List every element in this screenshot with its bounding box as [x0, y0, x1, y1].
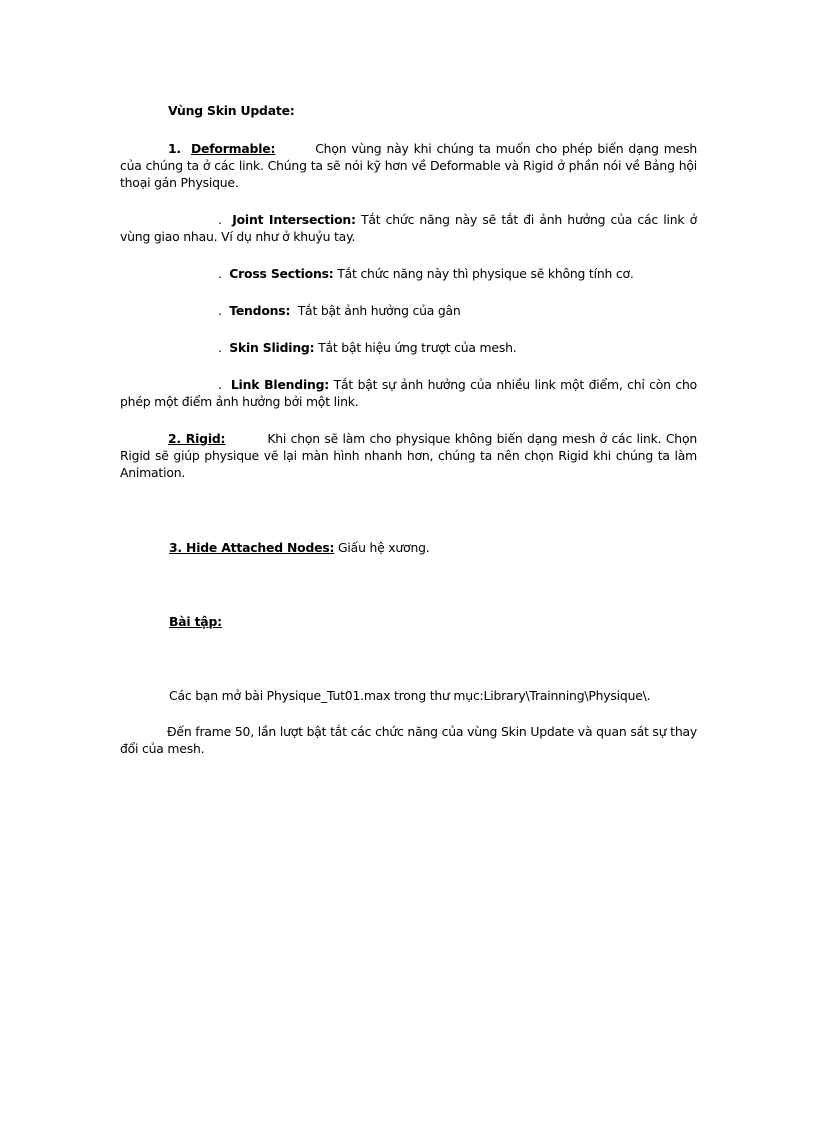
- option-label: Tendons:: [229, 303, 291, 318]
- option-label: Cross Sections:: [229, 266, 334, 281]
- option-bullet: .: [218, 266, 222, 281]
- deformable-text: Chọn vùng này khi chúng ta muốn cho phép biến dạng mesh của chúng ta ở các link. Chúng ta sẽ nói kỹ hơn về Deformable và Rigid ở phần nói về Bảng hội thoại gán Physique.: [120, 141, 697, 190]
- exercise-paragraph-1: Các bạn mở bài Physique_Tut01.max trong thư mục:Library\Trainning\Physique\.: [169, 688, 651, 703]
- hide-nodes-paragraph: [120, 539, 697, 556]
- option-text: Tắt bật hiệu ứng trượt của mesh.: [318, 340, 517, 355]
- option-text: Tắt chức năng này sẽ tắt đi ảnh hưởng của các link ở vùng giao nhau. Ví dụ như ở khuỷu tay.: [120, 212, 697, 244]
- option-link-blending: [120, 376, 697, 410]
- rigid-text: Khi chọn sẽ làm cho physique không biến dạng mesh ở các link. Chọn Rigid sẽ giúp physique vẽ lại màn hình nhanh hơn, chúng ta nên chọn Rigid khi chúng ta làm Animation.: [120, 431, 697, 480]
- option-label: Link Blending:: [230, 377, 330, 392]
- option-text: Tắt bật ảnh hưởng của gân: [297, 303, 461, 318]
- hide-nodes-text: Giấu hệ xương.: [338, 540, 430, 555]
- option-label: Skin Sliding:: [229, 340, 315, 355]
- deformable-paragraph: [120, 140, 697, 191]
- option-text: Tắt bật sự ảnh hưởng của nhiều link một điểm, chỉ còn cho phép một điểm ảnh hưởng bởi một link.: [120, 377, 698, 409]
- option-bullet: .: [218, 303, 222, 318]
- option-bullet: .: [218, 377, 222, 392]
- option-bullet: .: [218, 212, 222, 227]
- rigid-paragraph: [120, 430, 697, 481]
- deformable-label: Deformable:: [190, 141, 276, 156]
- option-cross-sections: [120, 265, 697, 282]
- hide-nodes-label: 3. Hide Attached Nodes:: [169, 540, 335, 555]
- exercise-paragraph-2-text: Đến frame 50, lần lượt bật tắt các chức năng của vùng Skin Update và quan sát sự thay đổi của mesh.: [120, 724, 697, 756]
- deformable-number: 1.: [168, 141, 181, 156]
- exercise-paragraph-2: [120, 723, 697, 757]
- option-skin-sliding: [120, 339, 697, 356]
- option-joint-intersection: [120, 211, 697, 245]
- option-label: Joint Intersection:: [232, 212, 356, 227]
- option-tendons: [120, 302, 697, 319]
- option-bullet: .: [218, 340, 222, 355]
- rigid-label: 2. Rigid:: [168, 431, 226, 446]
- exercise-heading: Bài tập:: [169, 614, 222, 629]
- option-text: Tắt chức năng này thì physique sẽ không tính cơ.: [337, 266, 634, 281]
- section-heading: Vùng Skin Update:: [168, 103, 295, 118]
